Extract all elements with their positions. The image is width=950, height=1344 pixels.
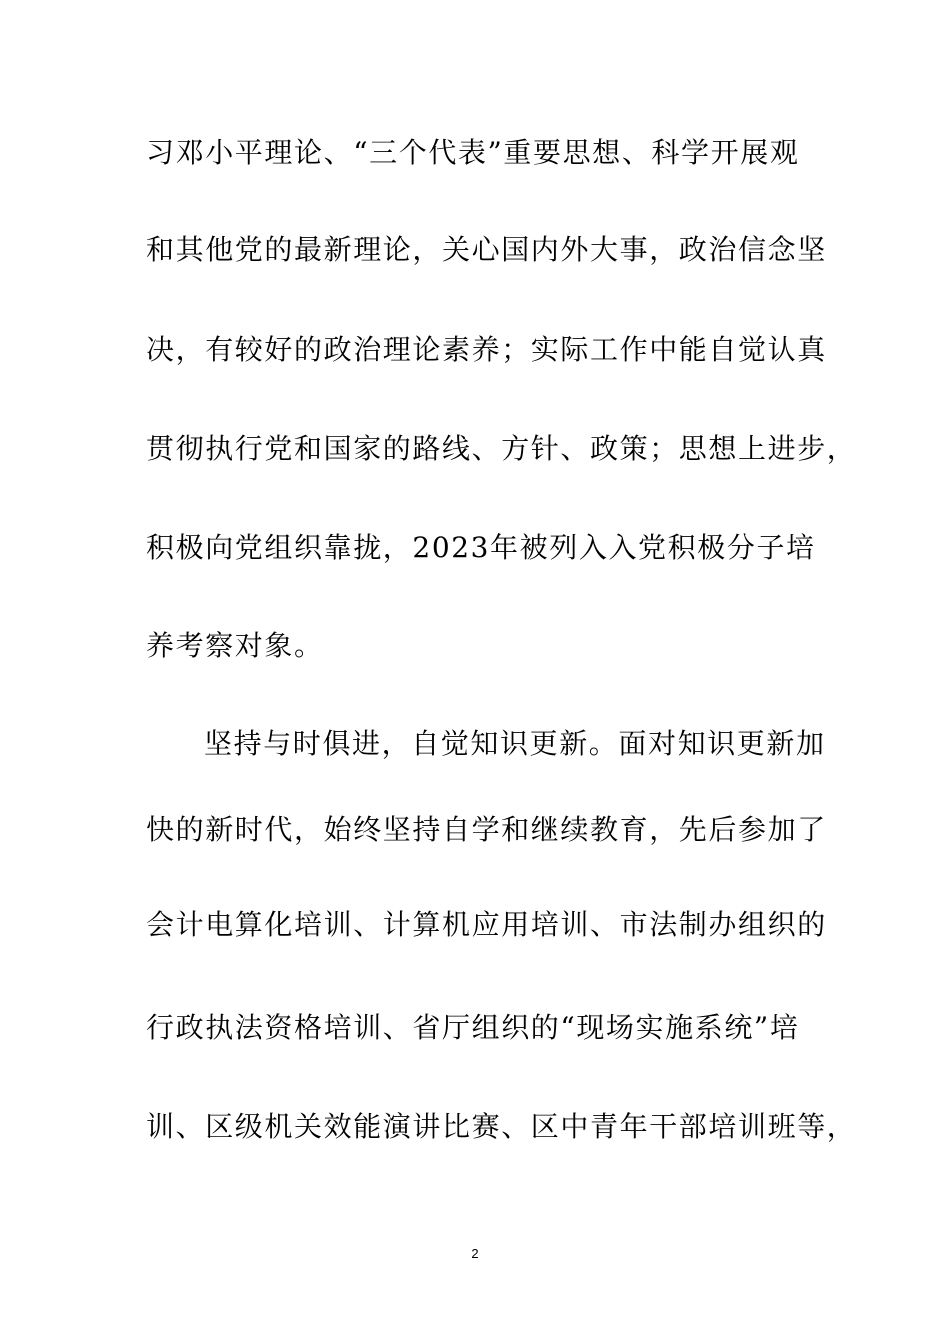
text-line-11: 训、区级机关效能演讲比赛、区中青年干部培训班等， xyxy=(146,1110,857,1143)
text-line-4: 贯彻执行党和国家的路线、方针、政策；思想上进步， xyxy=(146,432,857,465)
text-line-2: 和其他党的最新理论，关心国内外大事，政治信念坚 xyxy=(146,233,827,266)
text-line-9: 会计电算化培训、计算机应用培训、市法制办组织的 xyxy=(146,908,827,941)
text-line-6: 养考察对象。 xyxy=(146,629,324,662)
text-line-3: 决，有较好的政治理论素养；实际工作中能自觉认真 xyxy=(146,333,827,366)
text-line-5: 积极向党组织靠拢，2023年被列入入党积极分子培 xyxy=(146,531,816,564)
text-line-1: 习邓小平理论、“三个代表”重要思想、科学开展观 xyxy=(146,136,800,169)
text-line-8: 快的新时代，始终坚持自学和继续教育，先后参加了 xyxy=(146,813,827,846)
paragraph-2-line-1: 坚持与时俱进，自觉知识更新。面对知识更新加 xyxy=(204,727,826,760)
text-line-10: 行政执法资格培训、省厅组织的“现场实施系统”培 xyxy=(146,1011,800,1044)
page-number: 2 xyxy=(471,1246,479,1261)
